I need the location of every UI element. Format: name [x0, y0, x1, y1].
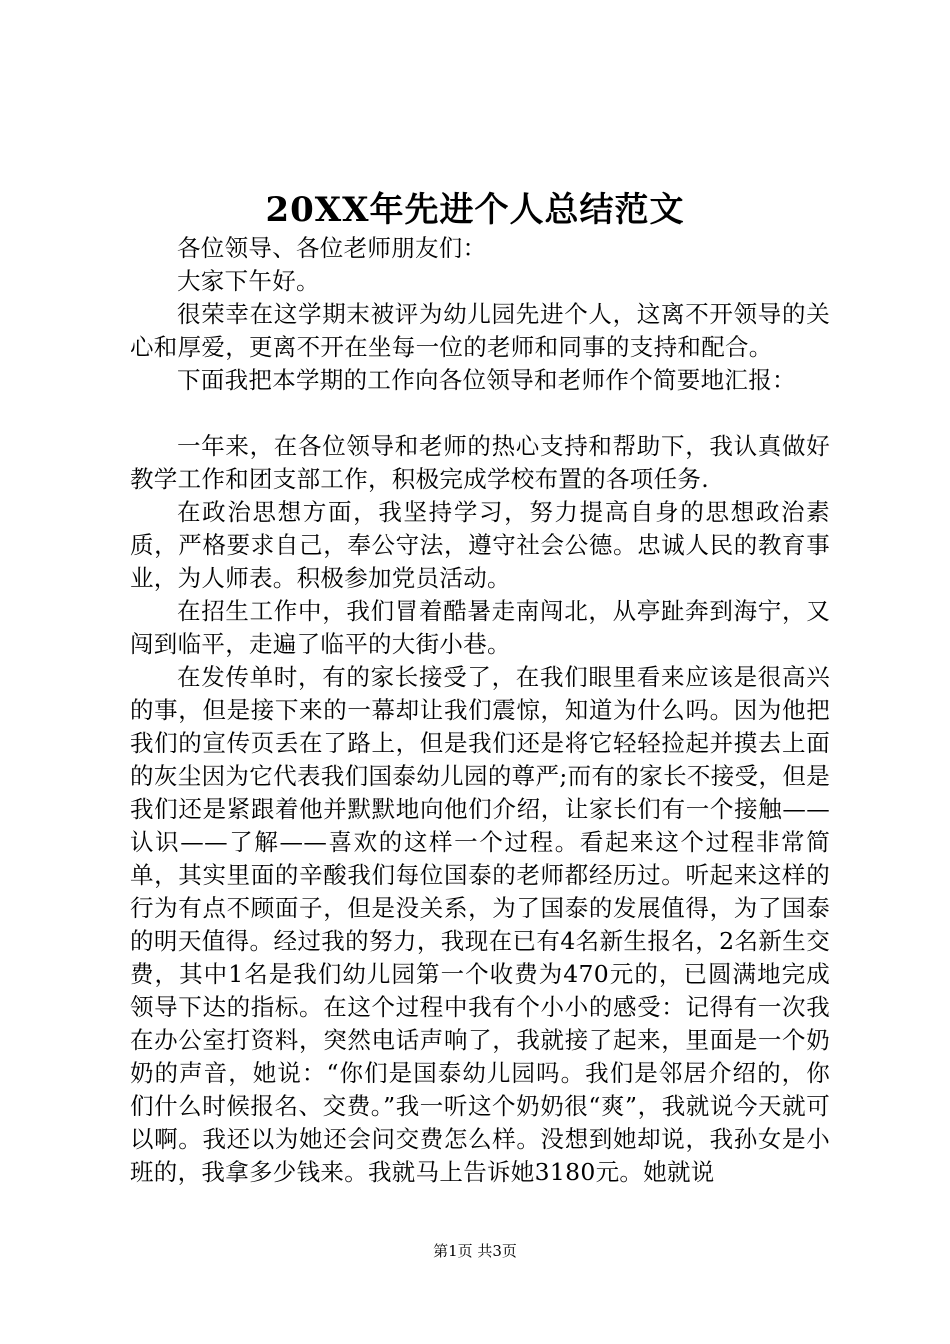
paragraph-spacer: [130, 397, 830, 430]
document-body: [130, 232, 830, 1189]
paragraph-greeting: 各位领导、各位老师朋友们：: [177, 234, 487, 262]
paragraph-report-intro: 下面我把本学期的工作向各位领导和老师作个简要地汇报：: [177, 366, 796, 394]
paragraph-year-summary: 一年来，在各位领导和老师的热心支持和帮助下，我认真做好教学工作和团支部工作，积极完成学校布置的各项任务.: [130, 432, 830, 493]
paragraph-political: 在政治思想方面，我坚持学习，努力提高自身的思想政治素质，严格要求自己，奉公守法，遵守社会公德。忠诚人民的教育事业，为人师表。积极参加党员活动。: [130, 498, 830, 592]
paragraph-hello: 大家下午好。: [177, 267, 320, 295]
paragraph-flyers: 在发传单时，有的家长接受了，在我们眼里看来应该是很高兴的事，但是接下来的一幕却让我们震惊，知道为什么吗。因为他把我们的宣传页丢在了路上，但是我们还是将它轻轻捡起并摸去上面的灰尘因为它代表我们国泰幼儿园的尊严;而有的家长不接受，但是我们还是紧跟着他并默默地向他们介绍，让家长们有一个接触——认识——了解——喜欢的这样一个过程。看起来这个过程非常简单，其实里面的辛酸我们每位国泰的老师都经历过。听起来这样的行为有点不顾面子，但是没关系，为了国泰的发展值得，为了国泰的明天值得。经过我的努力，我现在已有4名新生报名，2名新生交费，其中1名是我们幼儿园第一个收费为470元的，已圆满地完成领导下达的指标。在这个过程中我有个小小的感受：记得有一次我在办公室打资料，突然电话声响了，我就接了起来，里面是一个奶奶的声音，她说：“你们是国泰幼儿园吗。我们是邻居介绍的，你们什么时候报名、交费。”我一听这个奶奶很“爽”，我就说今天就可以啊。我还以为她还会问交费怎么样。没想到她却说，我孙女是小班的，我拿多少钱来。我就马上告诉她3180元。她就说: [130, 663, 830, 1186]
document-title: 20XX年先进个人总结范文: [265, 190, 685, 230]
paragraph-enrollment: 在招生工作中，我们冒着酷暑走南闯北，从亭趾奔到海宁，又闯到临平，走遍了临平的大街小巷。: [130, 597, 830, 658]
paragraph-honor: 很荣幸在这学期末被评为幼儿园先进个人，这离不开领导的关心和厚爱，更离不开在坐每一位的老师和同事的支持和配合。: [130, 300, 830, 361]
page-number-footer: 第1页 共3页: [433, 1242, 517, 1260]
